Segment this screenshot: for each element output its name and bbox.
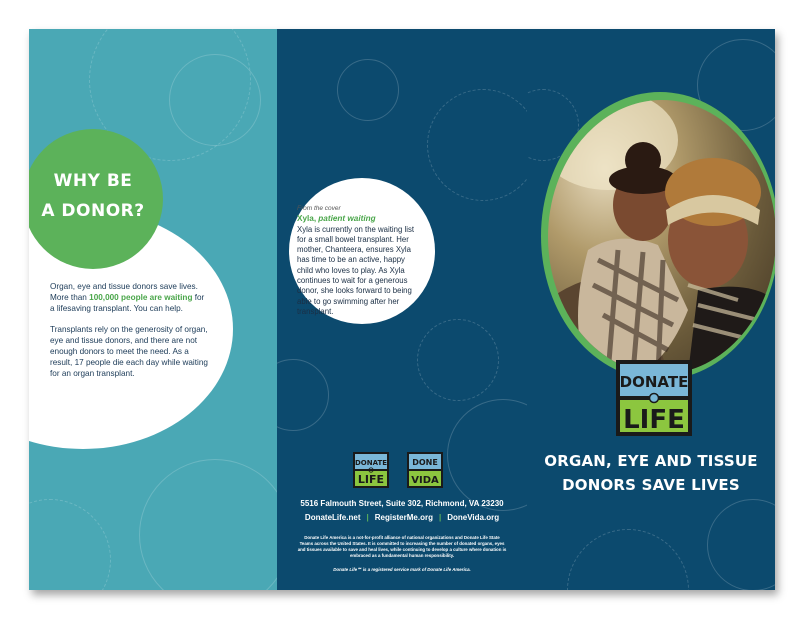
heading-circle	[29, 129, 163, 269]
panel-story	[277, 29, 527, 590]
done-vida-logo	[407, 452, 443, 488]
donate-life-main-logo	[616, 360, 692, 436]
link-donevida[interactable]: DoneVida.org	[447, 513, 500, 522]
heading-line2: A DONOR?	[41, 201, 145, 221]
cover-photo	[548, 100, 775, 374]
link-donatelife[interactable]: DonateLife.net	[304, 513, 361, 522]
decor-ring	[427, 89, 527, 201]
donate-life-logo	[353, 452, 389, 488]
link-separator: |	[366, 513, 369, 522]
para1-text: Organ, eye and tissue donors save lives. More than	[50, 282, 198, 302]
story-text: Xyla is currently on the waiting list for a small bowel transplant. Her mother, Chanteera, ensures Xyla has time to be an active, happy child who loves to play. As Xyla continues to wait for a generous donor, she looks forward to being able to go swimming after her transplant.	[297, 224, 415, 316]
patient-name: Xyla,	[297, 214, 317, 224]
decor-ring	[447, 399, 527, 511]
service-mark-note: Donate Life℠ is a registered service mark of Donate Life America.	[333, 567, 471, 572]
para1-text-end: for a lifesaving transplant. You can help.	[50, 293, 205, 313]
main-logo-line1: DONATE	[619, 373, 689, 391]
link-registerme[interactable]: RegisterMe.org	[374, 513, 433, 522]
decor-ring	[337, 59, 399, 121]
panel-cover	[527, 29, 775, 590]
logo-vida-line2: VIDA	[411, 475, 439, 486]
heading-line1: WHY BE	[53, 171, 133, 191]
cover-headline	[527, 449, 775, 497]
decor-ring	[417, 319, 499, 401]
waiting-highlight: 100,000 people are waiting	[89, 293, 193, 302]
decor-ring	[29, 499, 111, 590]
from-cover-label: From the cover	[297, 205, 341, 212]
paragraph-1	[50, 281, 210, 314]
link-separator: |	[438, 513, 442, 522]
paragraph-2: Transplants rely on the generosity of organ, eye and tissue donors, and there are not enough donors to meet the need. As a result, 17 people die each day while waiting for an organ transplant.	[50, 325, 208, 378]
fine-print: Donate Life America is a not-for-profit alliance of national organizations and Donate Life State Teams across the United States. It is committed to increasing the number of donated organs, eyes and tissues available to save and heal lives, while continuing to develop a culture where donation is embraced as a fundamental human responsibility.	[297, 535, 507, 558]
photo-illustration	[548, 100, 775, 374]
patient-role: patient waiting	[318, 214, 376, 224]
decor-ring	[277, 359, 329, 431]
mailing-address: 5516 Falmouth Street, Suite 302, Richmond, VA 23230	[300, 499, 504, 508]
logo-small-line2: LIFE	[357, 473, 385, 486]
logo-vida-line1: DONE	[412, 458, 438, 467]
patient-story	[297, 204, 415, 317]
brochure-sheet	[29, 29, 775, 590]
decor-ring	[567, 529, 689, 590]
website-links	[277, 513, 527, 522]
why-donor-text	[50, 281, 210, 389]
logo-small-line1: DONATE	[354, 459, 388, 467]
headline-line1: ORGAN, EYE AND TISSUE	[544, 452, 758, 470]
headline-line2: DONORS SAVE LIVES	[562, 476, 740, 494]
decor-ring	[139, 459, 277, 590]
panel-why-be-donor	[29, 29, 277, 590]
main-logo-line2: LIFE	[623, 405, 685, 435]
decor-ring	[707, 499, 775, 590]
